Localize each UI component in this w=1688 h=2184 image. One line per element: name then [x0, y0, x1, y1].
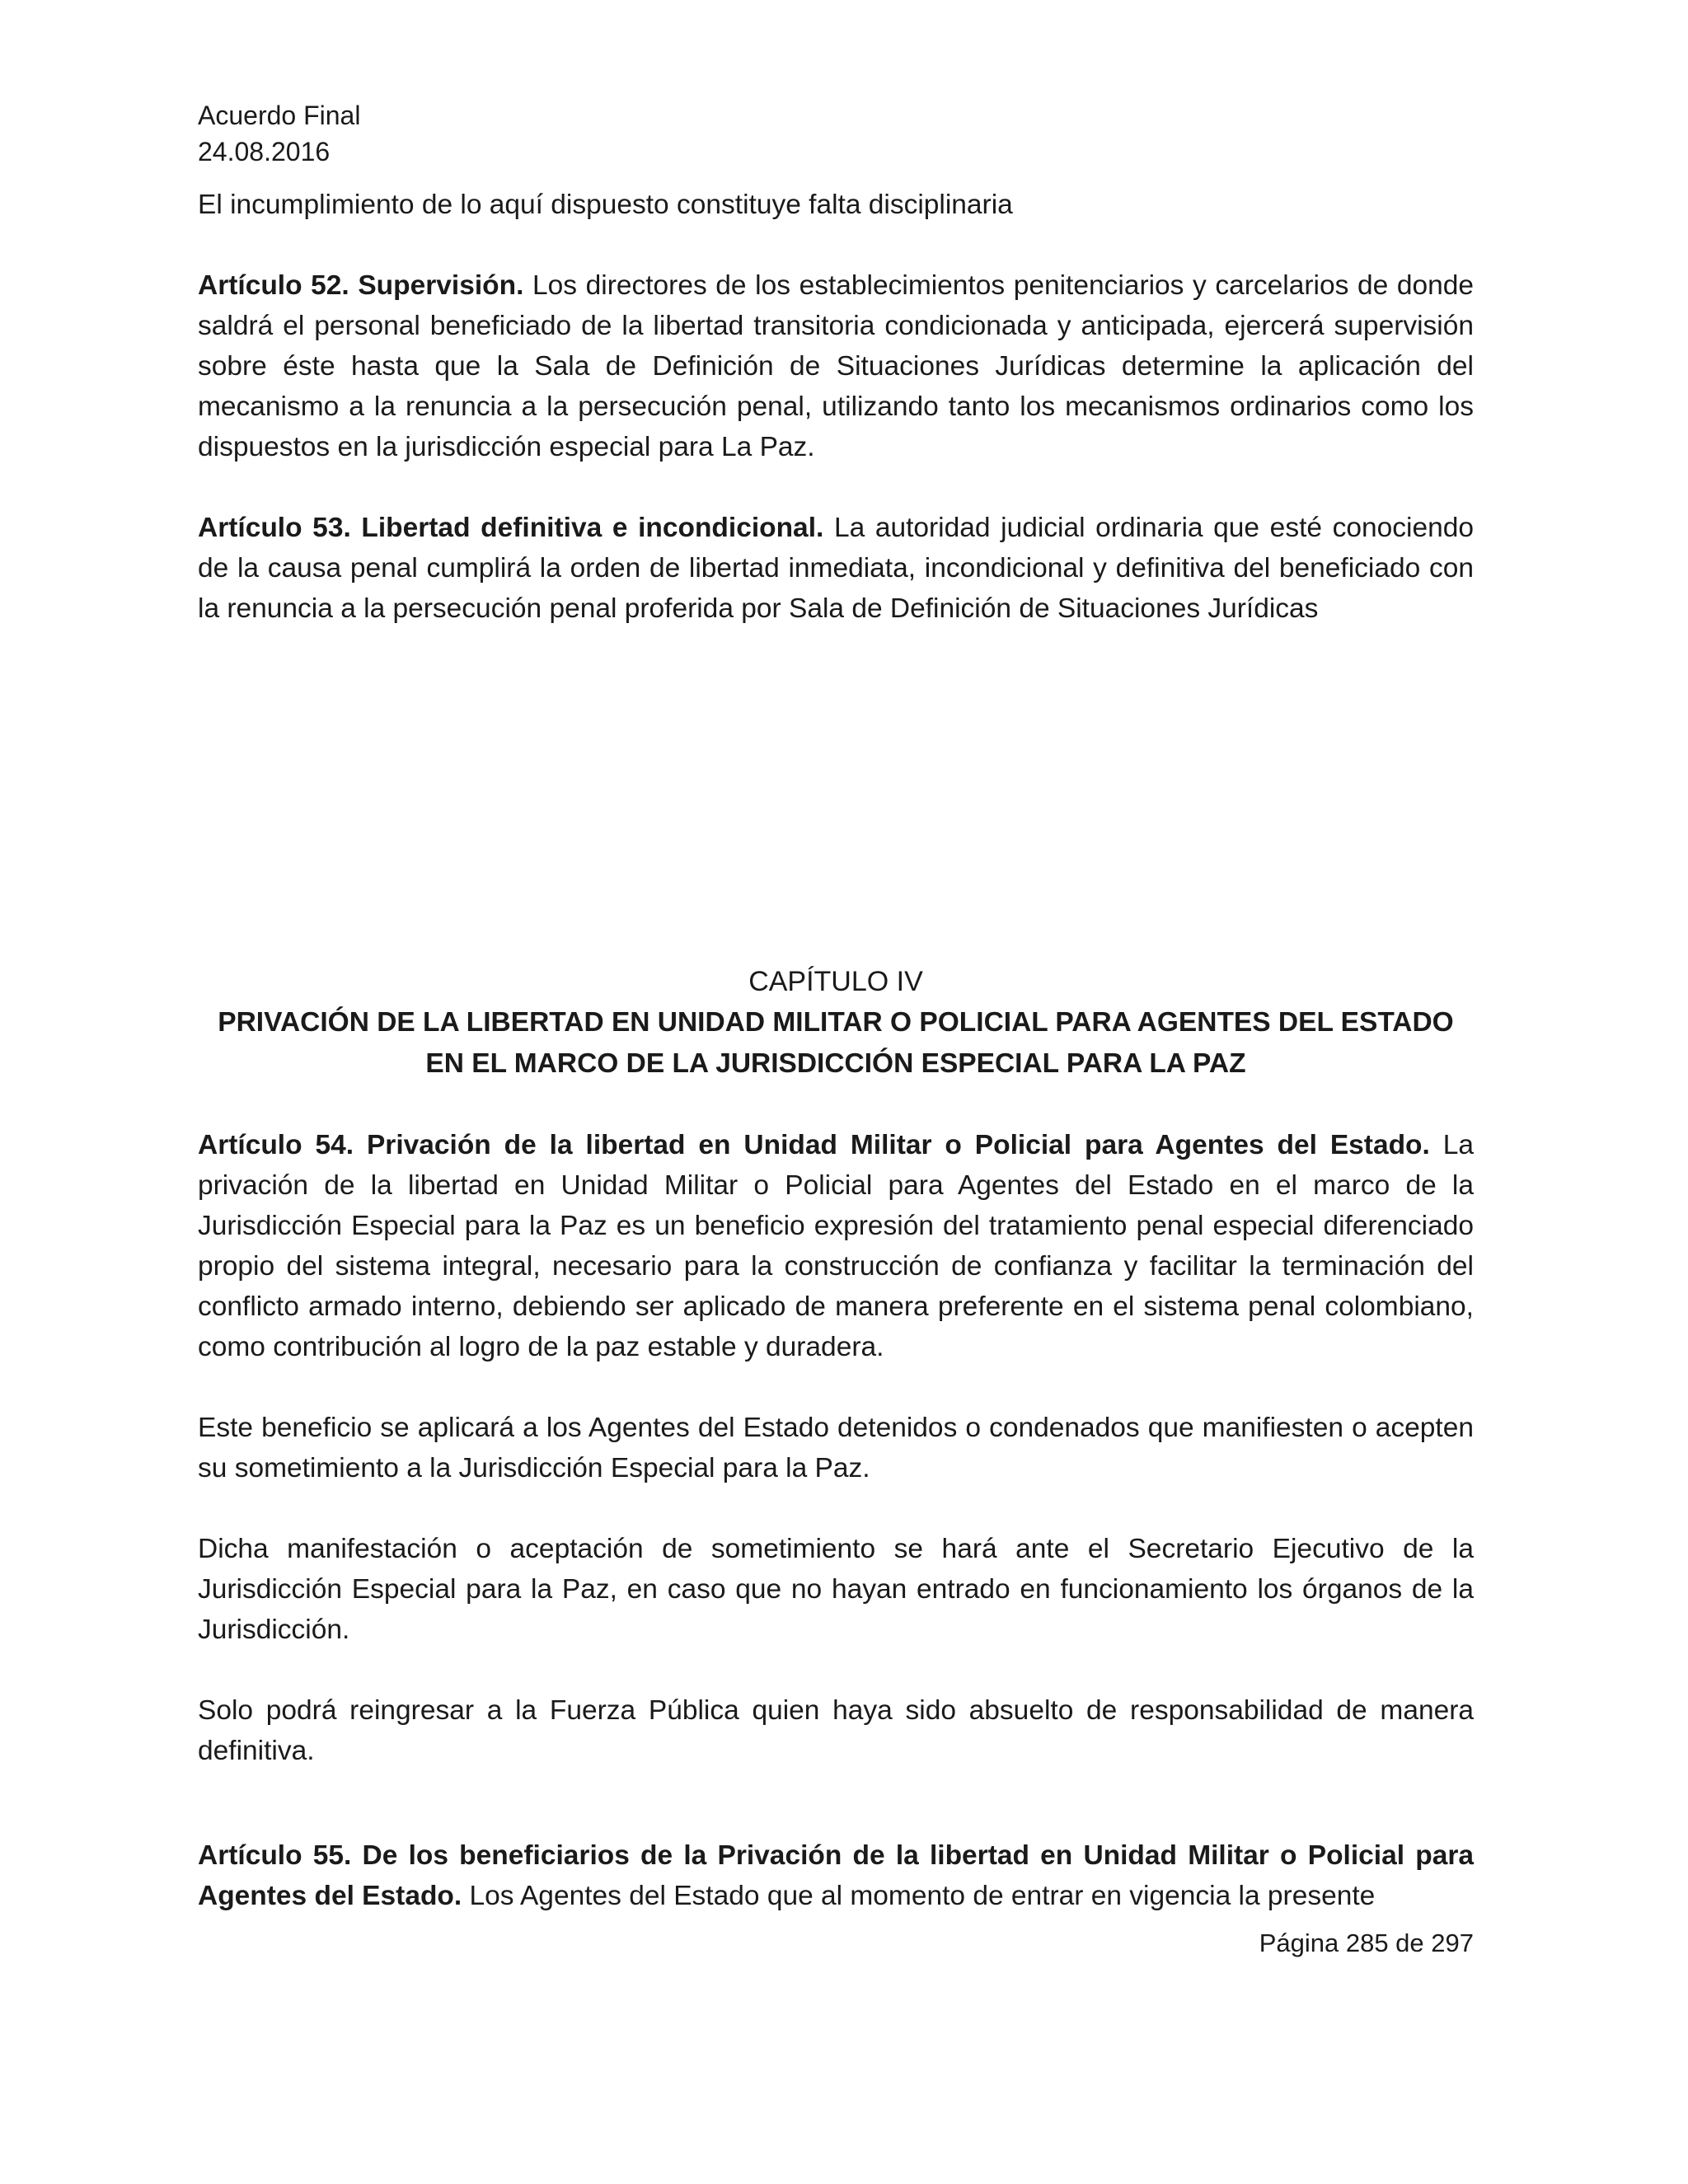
document-title: Acuerdo Final: [198, 101, 361, 130]
article-52: [198, 265, 1474, 467]
article-53-text: La autoridad judicial ordinaria que esté conociendo de la causa penal cumplirá la orden de libertad inmediata, incondicional y definitiva del beneficiado con la renuncia a la persecución penal proferida por Sala de Definición de Situaciones Jurídicas: [198, 513, 1474, 624]
article-54-text: La privación de la libertad en Unidad Militar o Policial para Agentes del Estado en el marco de la Jurisdicción Especial para la Paz es un beneficio expresión del tratamiento penal especial diferenciado propio del sistema integral, necesario para la construcción de confianza y facilitar la terminación del conflicto armado interno, debiendo ser aplicado de manera preferente en el sistema penal colombiano, como contribución al logro de la paz estable y duradera.: [198, 1130, 1474, 1362]
article-54-heading: Artículo 54. Privación de la libertad en Unidad Militar o Policial para Agentes del Estado.: [198, 1130, 1430, 1160]
article-54-paragraph-2: Este beneficio se aplicará a los Agentes del Estado detenidos o condenados que manifiesten o acepten su sometimiento a la Jurisdicción Especial para la Paz.: [198, 1413, 1474, 1483]
article-55-text: Los Agentes del Estado que al momento de entrar en vigencia la presente: [462, 1881, 1376, 1911]
article-54: [198, 1125, 1474, 1367]
article-52-heading: Artículo 52. Supervisión.: [198, 270, 524, 301]
top-paragraph: El incumplimiento de lo aquí dispuesto constituye falta disciplinaria: [198, 190, 1013, 220]
chapter-section: [198, 961, 1474, 1916]
chapter-title: PRIVACIÓN DE LA LIBERTAD EN UNIDAD MILITAR O POLICIAL PARA AGENTES DEL ESTADO EN EL MARCO DE LA JURISDICCIÓN ESPECIAL PARA LA PAZ: [218, 1007, 1454, 1079]
article-54-paragraph-4: Solo podrá reingresar a la Fuerza Pública quien haya sido absuelto de responsabilidad de manera definitiva.: [198, 1695, 1474, 1766]
article-53: [198, 508, 1474, 629]
article-54-paragraph-3: Dicha manifestación o aceptación de sometimiento se hará ante el Secretario Ejecutivo de la Jurisdicción Especial para la Paz, en caso que no hayan entrado en funcionamiento los órganos de la Jurisdicción.: [198, 1534, 1474, 1645]
page-number: Página 285 de 297: [1259, 1929, 1474, 1957]
article-53-heading: Artículo 53. Libertad definitiva e incondicional.: [198, 513, 824, 543]
article-52-text: Los directores de los establecimientos penitenciarios y carcelarios de donde saldrá el personal beneficiado de la libertad transitoria condicionada y anticipada, ejercerá supervisión sobre éste hasta que la Sala de Definición de Situaciones Jurídicas determine la aplicación del mecanismo a la renuncia a la persecución penal, utilizando tanto los mecanismos ordinarios como los dispuestos en la jurisdicción especial para La Paz.: [198, 270, 1474, 462]
article-55-heading: Artículo 55. De los beneficiarios de la Privación de la libertad en Unidad Militar o Policial para Agentes del Estado.: [198, 1840, 1474, 1911]
upper-content: [198, 97, 1474, 629]
article-55: [198, 1835, 1474, 1916]
document-date: 24.08.2016: [198, 137, 331, 166]
chapter-number: CAPÍTULO IV: [748, 966, 923, 997]
